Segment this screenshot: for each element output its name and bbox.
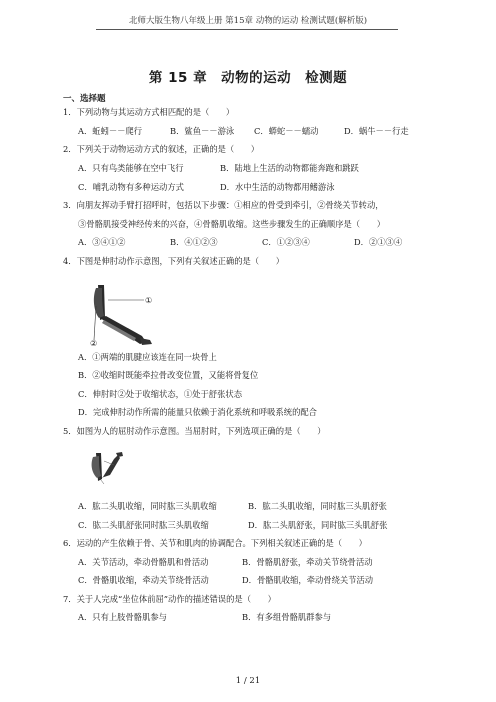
question-3-option-b: B．④①②③ — [170, 237, 218, 247]
question-6-option-d: D．骨骼肌收缩，牵动骨绕关节活动 — [242, 575, 374, 585]
question-7-option-a: A．只有上肢骨骼肌参与 — [78, 612, 167, 622]
question-6-option-a: A．关节活动，牵动骨骼肌和骨活动 — [78, 557, 209, 567]
question-1-option-d: D．蜗牛－－行走 — [344, 126, 409, 136]
question-6-option-c: C．骨骼肌收缩，牵动关节绕骨活动 — [78, 575, 209, 585]
question-5-option-c: C．肱二头肌舒张同时肱三头肌收缩 — [78, 520, 209, 530]
question-5-stem: 5．如图为人的屈肘动作示意图。当屈肘时，下列选项正确的是（ ） — [63, 426, 326, 436]
question-3-option-a: A．③④①② — [78, 237, 126, 247]
diagram-label-1: ① — [145, 296, 153, 305]
document-title: 第 15 章 动物的运动 检测题 — [148, 70, 348, 86]
page-number: 1 / 21 — [235, 676, 261, 686]
question-2-option-b: B．陆地上生活的动物都能奔跑和跳跃 — [220, 163, 359, 173]
question-3-stem-line-1: 3．向朋友挥动手臂打招呼时，包括以下步骤：①相应的骨受到牵引，②骨绕关节转动， — [63, 200, 384, 210]
question-1-options — [78, 125, 409, 137]
question-6-row-1 — [78, 556, 373, 568]
question-7-option-b: B．有多组骨骼肌群参与 — [242, 612, 332, 622]
header-divider — [96, 29, 398, 30]
question-4-option-d: D．完成伸肘动作所需的能量只依赖于消化系统和呼吸系统的配合 — [78, 407, 317, 417]
question-3-stem-line-2: ③骨骼肌接受神经传来的兴奋，④骨骼肌收缩。这些步骤发生的正确顺序是（ ） — [78, 219, 385, 229]
question-2-option-c: C．哺乳动物有多种运动方式 — [78, 182, 184, 192]
question-3-option-d: D．②①③④ — [354, 237, 403, 247]
question-7-stem: 7．关于人完成“坐位体前屈”动作的描述错误的是（ ） — [63, 594, 276, 604]
question-5-row-1 — [78, 500, 387, 512]
question-6-row-2 — [78, 574, 373, 586]
elbow-flexion-diagram — [90, 451, 132, 487]
question-6-stem: 6．运动的产生依赖于骨、关节和肌肉的协调配合。下列相关叙述正确的是（ ） — [63, 538, 367, 548]
page-header: 北师大版生物八年级上册 第15章 动物的运动 检测试题(解析版) — [128, 16, 368, 26]
diagram-label-2: ② — [90, 339, 98, 346]
question-3-option-c: C．①②③④ — [262, 237, 310, 247]
section-heading: 一、选择题 — [63, 94, 106, 104]
question-1-option-b: B．鲨鱼－－游泳 — [170, 126, 235, 136]
question-1-option-a: A．蚯蚓－－爬行 — [78, 126, 143, 136]
question-5-option-a: A．肱二头肌收缩，同时肱三头肌收缩 — [78, 501, 217, 511]
question-7-row-1 — [78, 611, 331, 623]
question-4-option-a: A．①两端的肌腱应该连在同一块骨上 — [78, 352, 217, 362]
question-4-stem: 4．下图是伸肘动作示意图，下列有关叙述正确的是（ ） — [63, 256, 284, 266]
question-2-stem: 2．下列关于动物运动方式的叙述，正确的是（ ） — [63, 144, 260, 154]
question-4-option-c: C．伸肘时②处于收缩状态，①处于舒张状态 — [78, 389, 242, 399]
question-2-option-a: A．只有鸟类能够在空中飞行 — [78, 163, 184, 173]
question-4-option-b: B．②收缩时既能牵拉骨改变位置，又能将骨复位 — [78, 370, 259, 380]
question-1-stem: 1．下列动物与其运动方式相匹配的是（ ） — [63, 107, 235, 117]
question-5-row-2 — [78, 519, 387, 531]
question-6-option-b: B．骨骼肌舒张，牵动关节绕骨活动 — [242, 557, 373, 567]
elbow-extension-diagram — [90, 282, 158, 346]
question-5-option-d: D．肱二头肌舒张，同时肱三头肌舒张 — [248, 520, 388, 530]
question-2-row-2 — [78, 181, 335, 193]
question-2-row-1 — [78, 162, 359, 174]
question-1-option-c: C．蟒蛇－－蠕动 — [254, 126, 319, 136]
question-5-option-b: B．肱二头肌收缩，同时肱三头肌舒张 — [248, 501, 387, 511]
question-3-options — [78, 236, 402, 248]
question-2-option-d: D．水中生活的动物都用鳍游泳 — [220, 182, 335, 192]
